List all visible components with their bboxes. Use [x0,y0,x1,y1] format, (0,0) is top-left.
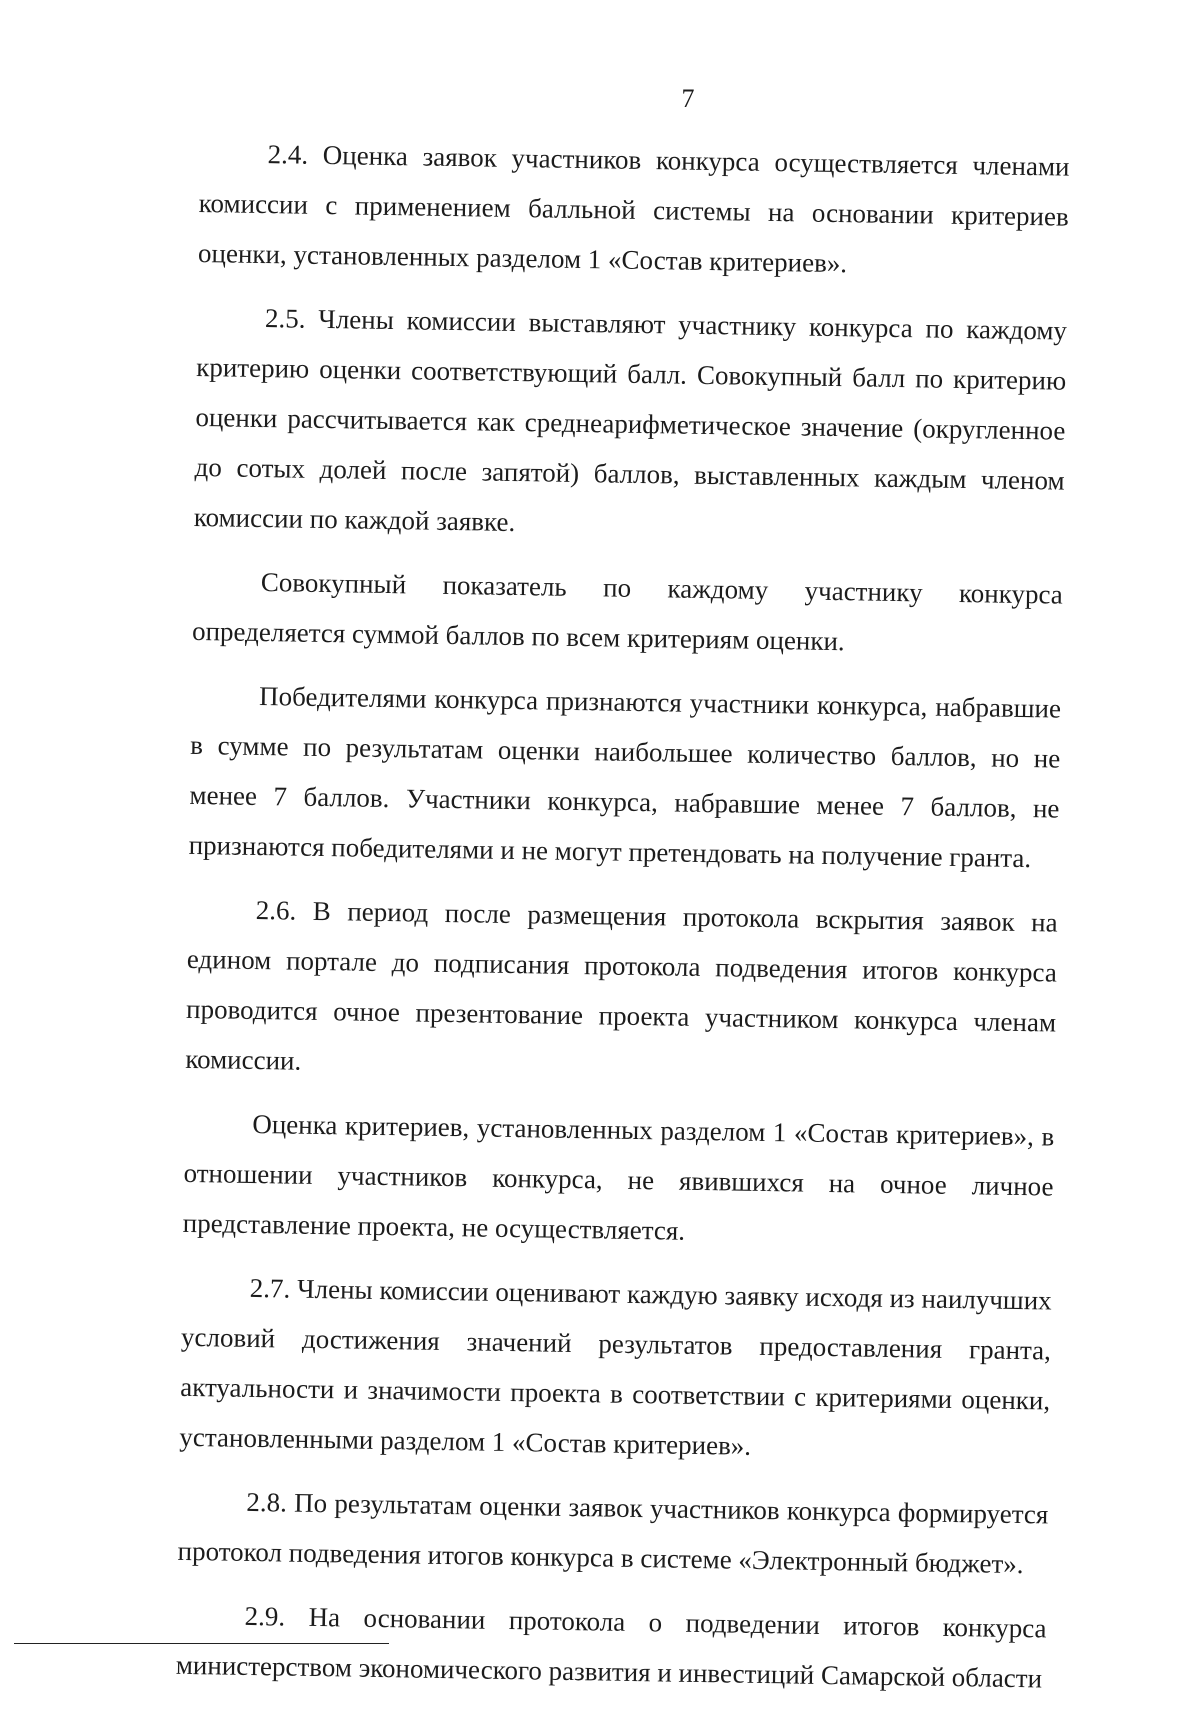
paragraph-total-score: Совокупный показатель по каждому участнику конкурса определяется суммой баллов по всем критериям оценки. [191,567,1064,657]
paragraph-2-8: 2.8. По результатам оценки заявок участников конкурса формируется протокол подведения итогов конкурса в системе «Электронный бюджет». [177,1486,1049,1580]
paragraph-criteria-exception: Оценка критериев, установленных разделом 1 «Состав критериев», в отношении участников конкурса, не явившихся на очное личное представление проекта, не осуществляется. [182,1108,1055,1246]
paragraph-2-6: 2.6. В период после размещения протокола вскрытия заявок на едином портале до подписания протокола подведения итогов конкурса проводится очное презентование проекта участником конкурса членам комиссии. [185,894,1058,1076]
paragraph-2-9: 2.9. На основании протокола о подведении итогов конкурса министерством экономического развития и инвестиций Самарской области [175,1600,1047,1694]
paragraph-2-4: 2.4. Оценка заявок участников конкурса осуществляется членами комиссии с применением балльной системы на основании критериев оценки, установленных разделом 1 «Состав критериев». [197,139,1070,279]
paragraph-2-5: 2.5. Члены комиссии выставляют участнику конкурса по каждому критерию оценки соответствующий балл. Совокупный балл по критерию оценки рассчитывается как среднеарифметическое значение (округленное до сотых долей после запятой) баллов, выставленных каждым членом комиссии по каждой заявке. [193,303,1068,537]
page-number: 7 [681,84,695,113]
footnote-separator-line [14,1643,389,1644]
paragraph-winners: Победителями конкурса признаются участники конкурса, набравшие в сумме по результатам оценки наибольшее количество баллов, но не менее 7 баллов. Участники конкурса, набравшие менее 7 баллов, не признаются победителями и не могут претендовать на получение гранта. [188,681,1062,874]
document-body [175,128,1070,1717]
paragraph-2-7: 2.7. Члены комиссии оценивают каждую заявку исходя из наилучших условий достижения значений результатов предоставления гранта, актуальности и значимости проекта в соответствии с критериями оценки, установленными разделом 1 «Состав критериев». [179,1272,1052,1461]
